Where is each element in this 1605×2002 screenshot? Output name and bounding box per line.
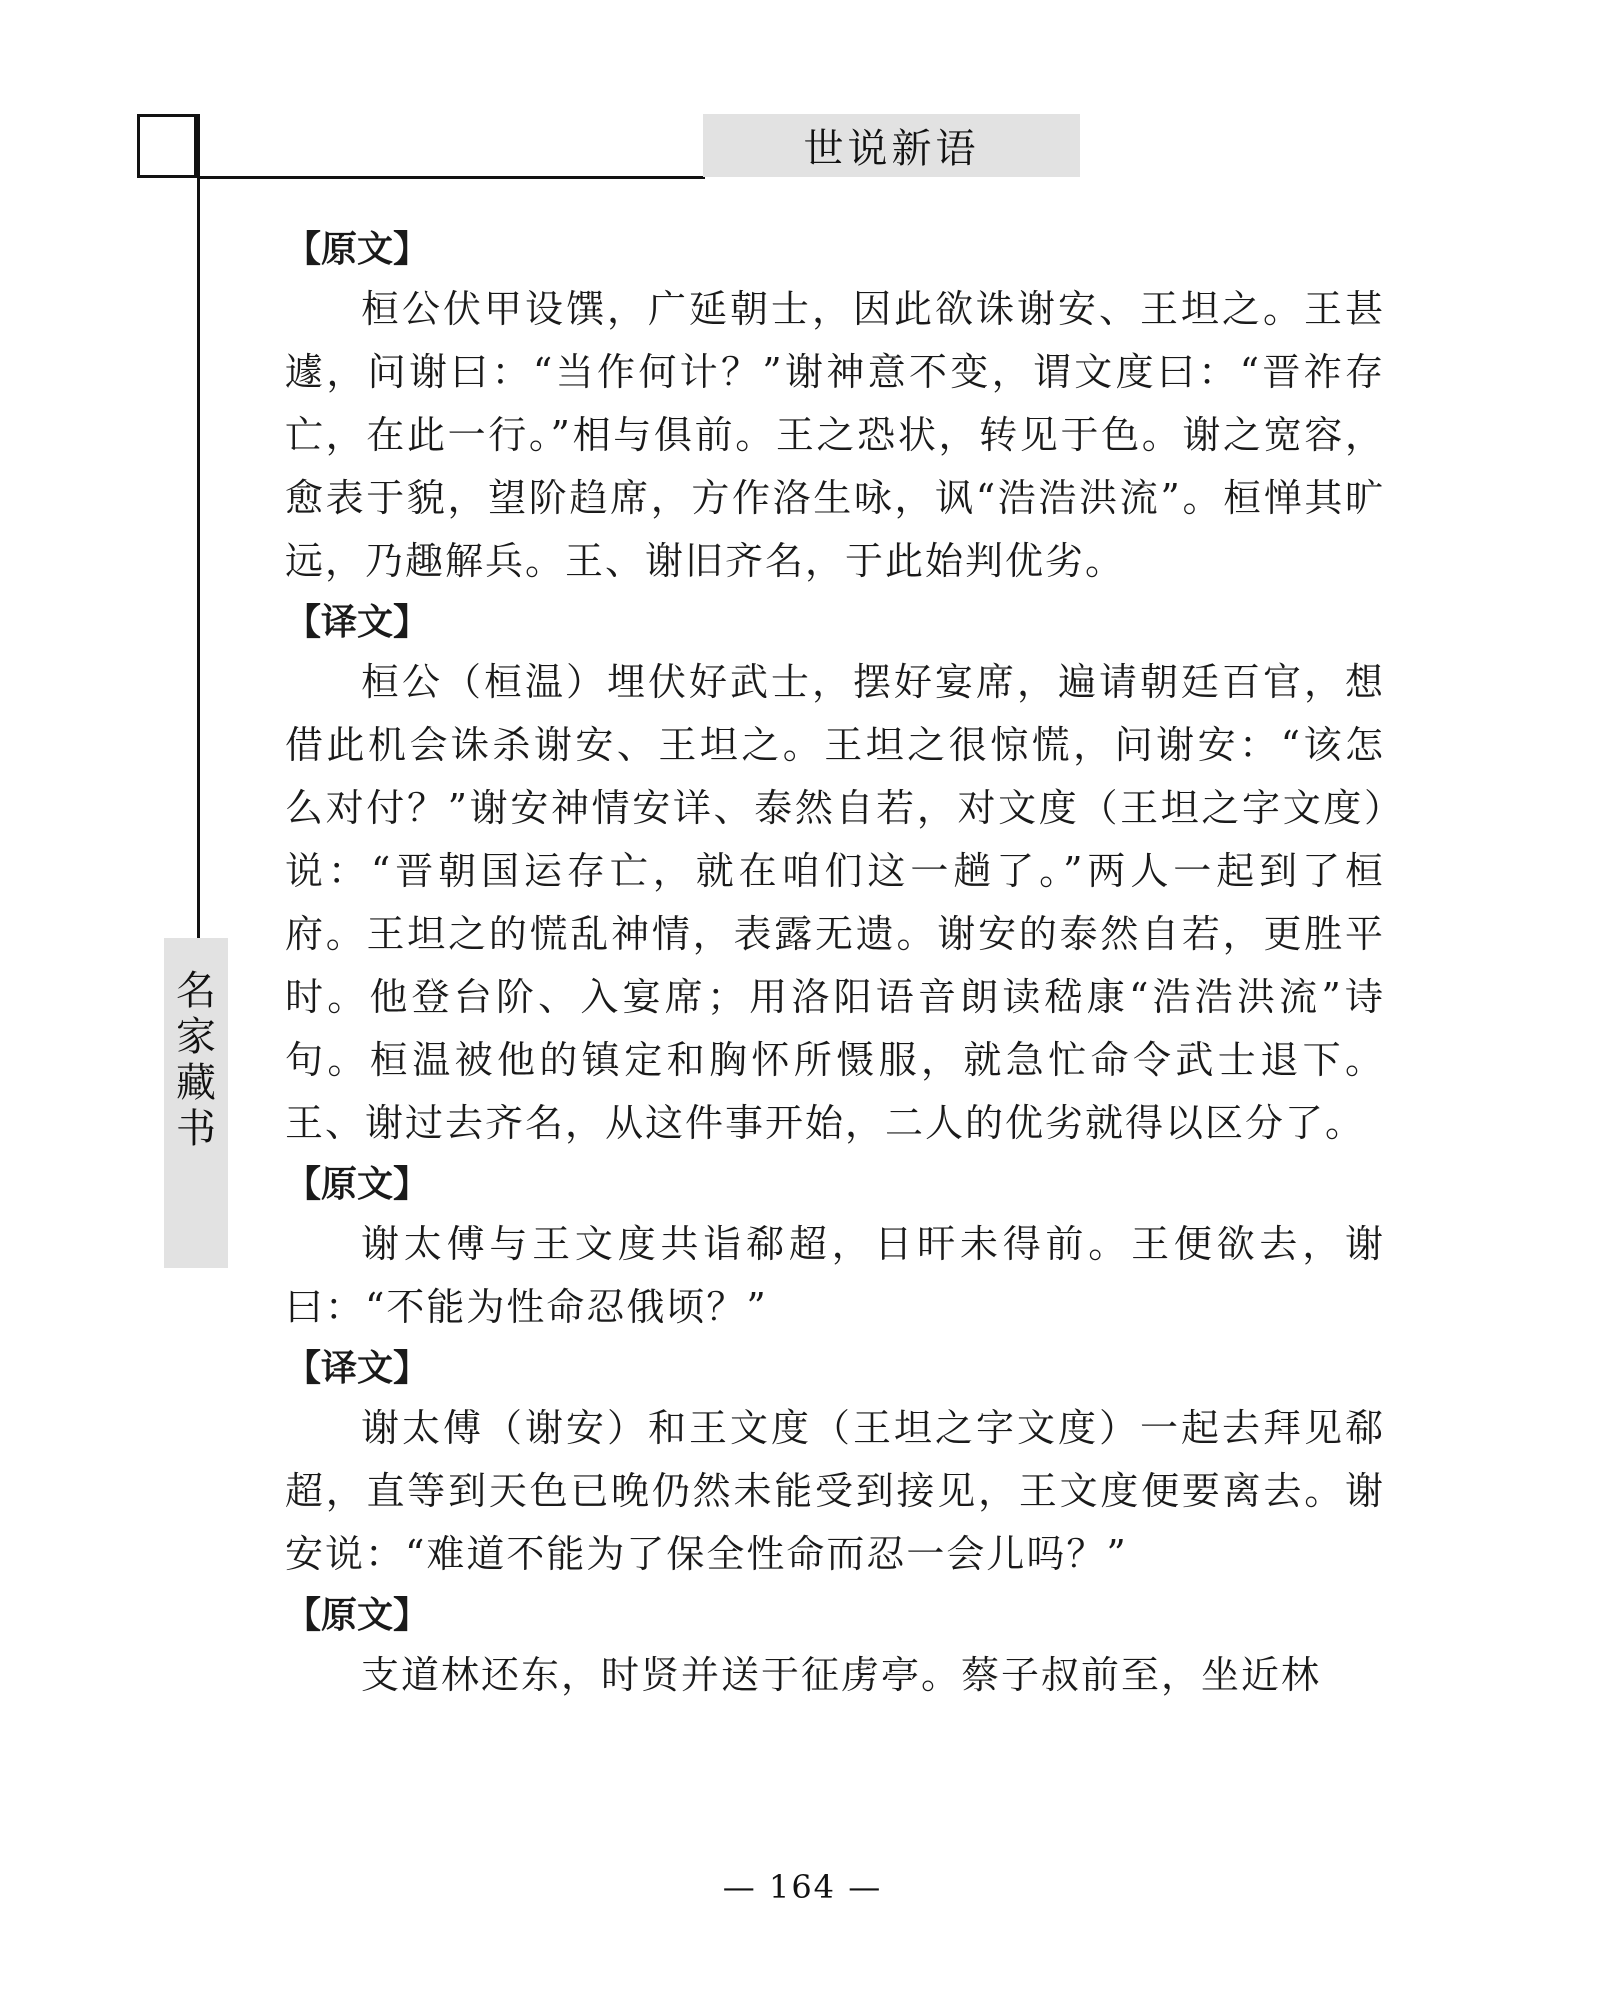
- page-number: — 164 —: [722, 1868, 883, 1906]
- section-heading-original: 【原文】: [285, 228, 430, 270]
- side-tab-char: 名: [176, 968, 216, 1014]
- side-tab-label: [164, 968, 228, 1152]
- section-text-translation: 谢太傅（谢安）和王文度（王坦之字文度）一起去拜见郗超，直等到天色已晚仍然未能受到接见，王文度便要离去。谢安说：“难道不能为了保全性命而忍一会儿吗？”: [285, 1406, 1385, 1576]
- page-body: [285, 220, 1385, 1707]
- section-text-translation: 桓公（桓温）埋伏好武士，摆好宴席，遍请朝廷百官，想借此机会诛杀谢安、王坦之。王坦之很惊慌，问谢安：“该怎么对付？”谢安神情安详、泰然自若，对文度（王坦之字文度）说：“晋朝国运存亡，就在咱们这一趟了。”两人一起到了桓府。王坦之的慌乱神情，表露无遗。谢安的泰然自若，更胜平时。他登台阶、入宴席；用洛阳语音朗读嵇康“浩浩洪流”诗句。桓温被他的镇定和胸怀所慑服，就急忙命令武士退下。王、谢过去齐名，从这件事开始，二人的优劣就得以区分了。: [285, 660, 1385, 1145]
- section-heading-translation: 【译文】: [285, 1347, 430, 1389]
- side-tab-char: 藏: [176, 1060, 216, 1106]
- side-tab: [164, 938, 228, 1268]
- section-heading-translation: 【译文】: [285, 601, 430, 643]
- margin-rule-vertical: [197, 114, 200, 940]
- running-header-title: 世说新语: [703, 114, 1080, 177]
- side-tab-char: 家: [176, 1014, 216, 1060]
- section-heading-original: 【原文】: [285, 1163, 430, 1205]
- header-corner-box: [137, 114, 197, 178]
- section-text-original: 谢太傅与王文度共诣郗超，日旰未得前。王便欲去，谢曰：“不能为性命忍俄顷？”: [285, 1222, 1385, 1329]
- header-rule-horizontal: [197, 176, 705, 179]
- side-tab-char: 书: [176, 1106, 216, 1152]
- section-heading-original: 【原文】: [285, 1594, 430, 1636]
- section-text-original: 桓公伏甲设馔，广延朝士，因此欲诛谢安、王坦之。王甚遽，问谢曰：“当作何计？”谢神意不变，谓文度曰：“晋祚存亡，在此一行。”相与俱前。王之恐状，转见于色。谢之宽容，愈表于貌，望阶趋席，方作洛生咏，讽“浩浩洪流”。桓惮其旷远，乃趣解兵。王、谢旧齐名，于此始判优劣。: [285, 287, 1385, 583]
- section-text-original: 支道林还东，时贤并送于征虏亭。蔡子叔前至，坐近林: [361, 1653, 1322, 1697]
